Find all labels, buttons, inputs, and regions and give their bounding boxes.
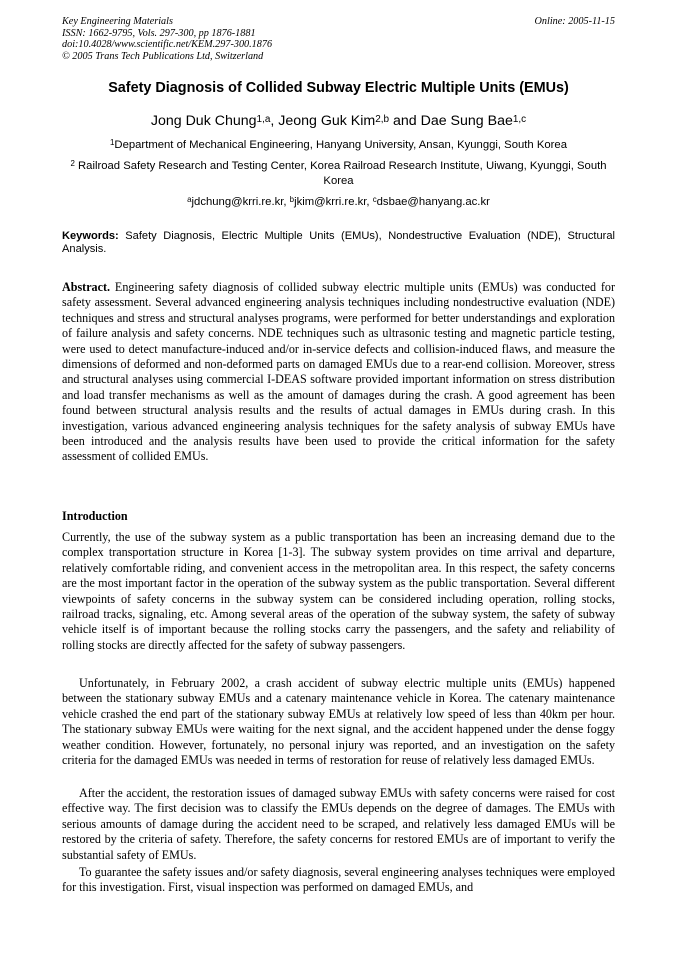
copyright-line: © 2005 Trans Tech Publications Ltd, Switzerland xyxy=(62,50,264,62)
affiliation-superscript: 1 xyxy=(110,138,115,148)
paper-title: Safety Diagnosis of Collided Subway Electric Multiple Units (EMUs) xyxy=(108,80,569,96)
journal-header xyxy=(62,16,615,62)
journal-name: Key Engineering Materials xyxy=(62,16,173,27)
online-date: Online: 2005-11-15 xyxy=(534,16,615,27)
affiliation-1 xyxy=(62,138,615,153)
email-superscript: a xyxy=(187,195,192,205)
author-name: Jeong Guk Kim xyxy=(278,113,376,129)
author-superscript: 1,c xyxy=(512,113,527,125)
email-superscript: b xyxy=(289,195,295,205)
section-heading-introduction: Introduction xyxy=(62,509,128,523)
author-superscript: 1,a xyxy=(256,113,271,125)
author-superscript: 2,b xyxy=(375,113,390,125)
author-separator: and xyxy=(389,113,421,129)
author-name: Jong Duk Chung xyxy=(150,113,257,129)
abstract-text: Engineering safety diagnosis of collided subway electric multiple units (EMUs) was conducted for safety assessment. Several advanced engineering analysis techniques including nondestructive evaluation (NDE) techniques and stress and structural analyses programs, were performed for better understandings and exploration of failure analysis and safety concerns. NDE techniques such as ultrasonic testing and magnetic particle testing, were used to detect manufacture-induced and/or in-service defects and collision-induced flaws, and measure the dimensions of deformed and non-deformed parts on damaged EMUs due to a rear-end collision. Moreover, stress and structural analyses using commercial I-DEAS software provided important information on stress distribution and load transfer mechanisms as well as the amount of damages during the crash. A good agreement has been found between structural analysis results and the results of actual damages in EMUs during crash. In this investigation, various advanced engineering analysis techniques for the safety analysis of subway EMUs have been introduced and the analysis results have been used to provide the critical information for the safety assessment of collided EMUs. xyxy=(62,280,615,464)
abstract xyxy=(62,280,615,465)
keywords-text: Safety Diagnosis, Electric Multiple Units (EMUs), Nondestructive Evaluation (NDE), Structural Analysis. xyxy=(62,230,615,255)
doi-line: doi:10.4028/www.scientific.net/KEM.297-300.1876 xyxy=(62,39,273,51)
author-list xyxy=(62,113,615,129)
email-link[interactable]: jkim@krri.re.kr, xyxy=(294,196,373,208)
keywords-label: Keywords: xyxy=(62,230,119,242)
header-citation xyxy=(62,16,272,62)
author-emails xyxy=(62,195,615,210)
abstract-label: Abstract. xyxy=(62,280,111,294)
author-name: Dae Sung Bae xyxy=(420,113,513,129)
introduction-paragraph: Unfortunately, in February 2002, a crash accident of subway electric multiple units (EMUs) happened between the stationary subway EMUs and a catenary maintenance vehicle in Korea. The catenary maintenance vehicle crashed the end part of the stationary subway EMUs at relatively low speed of less than 40km per hour. The stationary subway EMUs were waiting for the next signal, and the accident happened under the dense foggy weather condition. However, fortunately, no personal injury was reported, and an investigation on the safety criteria for the damaged EMUs was needed in terms of restoration for reuse of relatively less damaged EMUs. xyxy=(62,676,615,768)
affiliation-text: Railroad Safety Research and Testing Center, Korea Railroad Research Institute, Uiwang, Kyunggi, South Korea xyxy=(74,160,607,187)
introduction-paragraph: Currently, the use of the subway system as a public transportation has been an increasing demand due to the complex transportation structure in Korea [1-3]. The subway system provides on time arrival and departure, relatively comfortable riding, and convenient access in the metropolitan area. In this respect, the safety concerns are the most important factor in the operation of the subway system as the public transportation. Several different viewpoints of safety concerns in the subway system can be considered including operation, rolling stocks, railroad tracks, signaling, etc. Among several areas of the operation of the subway system, the safety of subway vehicle itself is of important because the rolling stocks carry the passengers, and the safety and reliability of rolling stocks are directly affected for the safety of subway passengers. xyxy=(62,530,615,652)
introduction-paragraph: After the accident, the restoration issues of damaged subway EMUs with safety concerns were raised for cost effective way. The first decision was to classify the EMUs depends on the degree of damages. The EMUs with serious amounts of damage during the accident need to be scraped, and relatively less damaged EMUs will be restored by the criteria of safety. Therefore, the safety concerns for restored EMUs are of important to verify the substantial safety of EMUs. xyxy=(62,786,615,862)
issn-line: ISSN: 1662-9795, Vols. 297-300, pp 1876-1881 xyxy=(62,27,256,39)
keywords xyxy=(62,230,615,256)
email-link[interactable]: jdchung@krri.re.kr, xyxy=(191,196,290,208)
email-link[interactable]: dsbae@hanyang.ac.kr xyxy=(376,196,490,208)
affiliation-text: Department of Mechanical Engineering, Hanyang University, Ansan, Kyunggi, South Korea xyxy=(114,139,567,151)
author-separator: , xyxy=(270,113,279,129)
affiliation-superscript: 2 xyxy=(70,159,75,169)
affiliation-2 xyxy=(62,159,615,189)
email-superscript: c xyxy=(372,195,377,205)
introduction-paragraph: To guarantee the safety issues and/or safety diagnosis, several engineering analyses techniques were employed for this investigation. First, visual inspection was performed on damaged EMUs, and xyxy=(62,865,615,895)
